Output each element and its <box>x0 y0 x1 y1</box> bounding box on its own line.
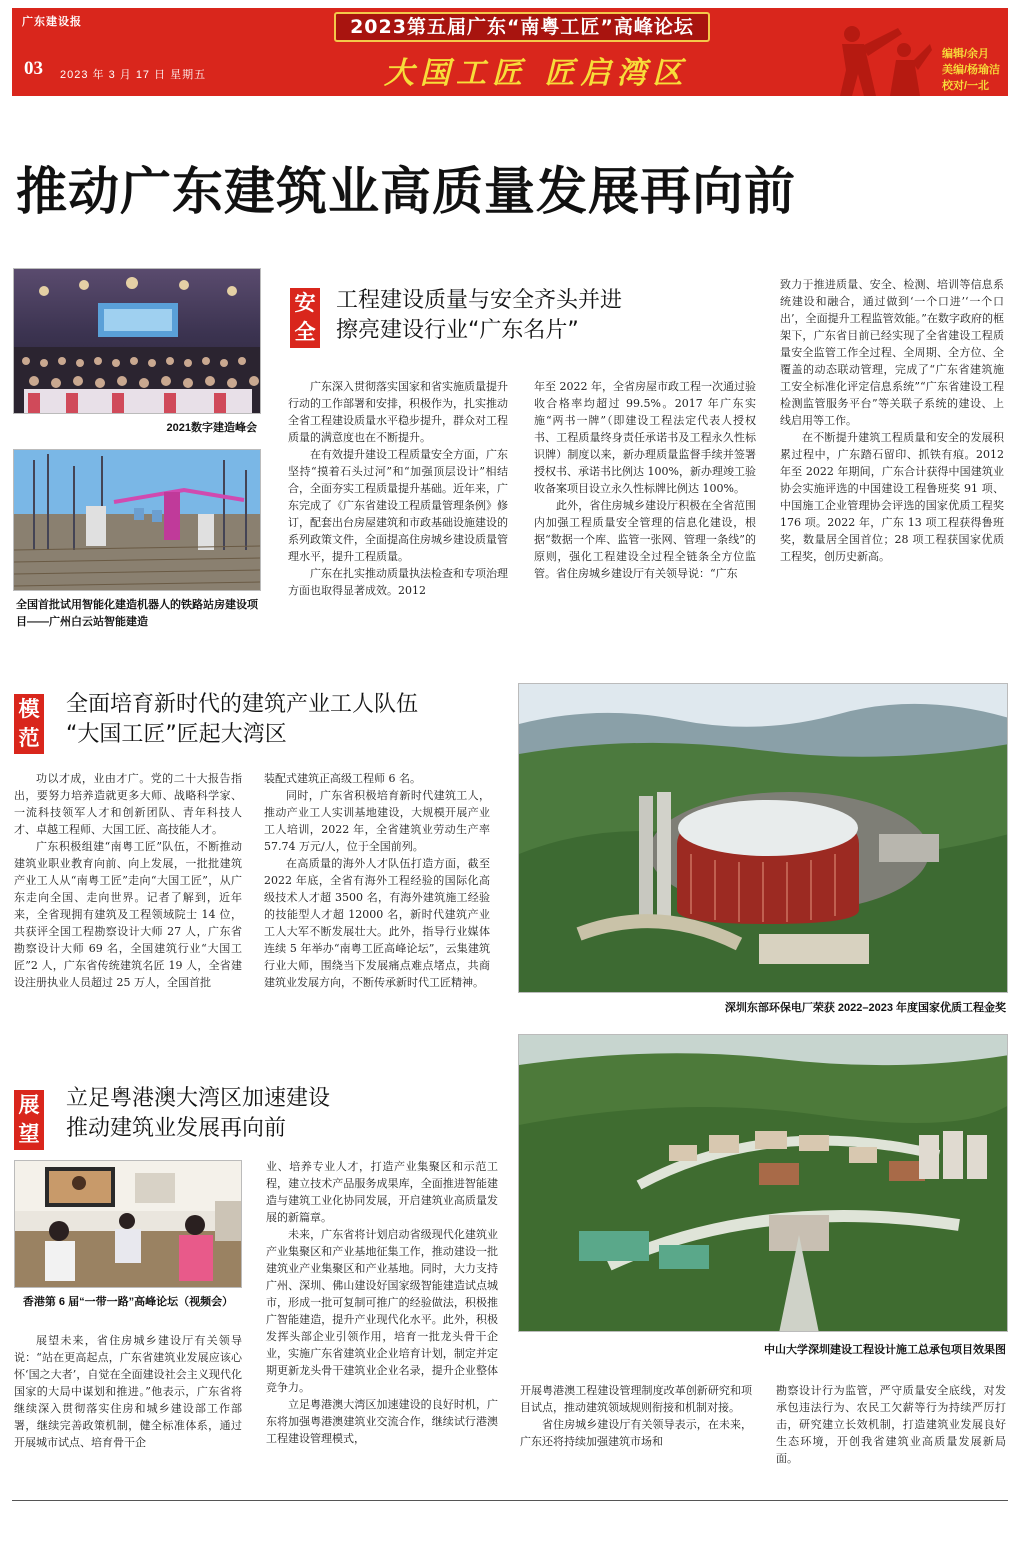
forum-caption: 香港第 6 届“一带一路”高峰论坛（视频会） <box>22 1296 234 1308</box>
plant-caption: 深圳东部环保电厂荣获 2022–2023 年度国家优质工程金奖 <box>724 1002 1006 1014</box>
paragraph: 未来，广东省将计划启动省级现代化建筑业产业集聚区和产业基地征集工作，推动建设一批建筑业产业集聚区和产业基地。同时，大力支持广州、深圳、佛山建设好国家级智能建造试点城市，形成一批可复制可推广的经验做法，积极推广智能建造，提升产业现代化水平。此外，积极发挥头部企业引领作用，培育一批龙头骨干企业，实施广东省建筑业企业培育计划，制定并定期更新龙头骨干建筑业企业名录，提升企业整体竞争力。 <box>266 1228 498 1394</box>
summit-photo <box>13 268 261 414</box>
section3-title-line1: 立足粤港澳大湾区加速建设 <box>66 1086 331 1111</box>
section2-column-1 <box>14 770 242 1016</box>
forum-title: 2023第五届广东“南粤工匠”高峰论坛 <box>334 12 710 42</box>
section3-column-3 <box>520 1382 752 1474</box>
section-tag-outlook: 展望 <box>14 1090 44 1150</box>
paragraph: 同时，广东省积极培育新时代建筑工人，推动产业工人实训基地建设，大规模开展产业工人培训，2022 年，全省建筑业劳动生产率 57.74 万元/人，位于全国前列。 <box>264 789 490 853</box>
paragraph: 广东深入贯彻落实国家和省实施质量提升行动的工作部署和安排，积极作为，扎实推动全省工程建设质量水平稳步提升，群众对工程质量的满意度也在不断提升。 <box>288 380 508 444</box>
section-tag-model: 模范 <box>14 694 44 754</box>
paragraph: 勘察设计行为监管，严守质量安全底线，对发承包违法行为、农民工欠薪等行为持续严厉打击，研究建立长效机制，打造建筑业发展良好生态环境，开创我省建筑业高质量发展新局面。 <box>776 1384 1006 1465</box>
campus-caption: 中山大学深圳建设工程设计施工总承包项目效果图 <box>764 1344 1006 1356</box>
paragraph: 装配式建筑正高级工程师 6 名。 <box>264 772 421 785</box>
section3-column-4 <box>776 1382 1006 1474</box>
section3-column-2 <box>266 1158 498 1472</box>
section1-column-2 <box>534 378 756 624</box>
section3-title-line2: 推动建筑业发展再向前 <box>66 1116 287 1141</box>
editor-credits <box>942 46 1000 94</box>
paragraph: 功以才成，业由才广。党的二十大报告指出，要努力培养造就更多大师、战略科学家、一流科技领军人才和创新团队、青年科技人才、卓越工程师、大国工匠、高技能人才。 <box>14 772 242 836</box>
credit-proofreader: 校对/一北 <box>942 80 990 92</box>
forum-video-photo <box>14 1160 242 1288</box>
section3-column-1 <box>14 1332 242 1468</box>
section2-title-line1: 全面培育新时代的建筑产业工人队伍 <box>66 692 419 717</box>
paragraph: 展望未来，省住房城乡建设厅有关领导说：“站在更高起点，广东省建筑业发展应该心怀‘国之大者’，自觉在全面建设社会主义现代化国家的大局中谋划和推进。”他表示，广东省将继续深入贯彻落实住房和城乡建设部工作部署，继续完善政策机制，健全标准体系，通过开展城市试点、培育骨干企 <box>14 1334 242 1449</box>
campus-rendering-photo <box>518 1034 1008 1332</box>
paragraph: 广东积极组建“南粤工匠”队伍，不断推动建筑业职业教育向前、向上发展，一批批建筑产业工人从“南粤工匠”走向“大国工匠”，从广东走向全国、走向世界。记者了解到，近年来，全省现拥有建筑及工程领域院士 14 位，共获评全国工程勘察设计大师 27 人，广东省勘察设计大师 69 名，全国建筑行业“大国工匠”2 人，广东省传统建筑名匠 19 人，全省建设注册执业人员超过 25 万人，全国首批 <box>14 840 242 989</box>
paragraph: 此外，省住房城乡建设厅积极在全省范围内加强工程质量安全管理的信息化建设，根据“数据一个库、监管一张网、管理一条线”的原则，强化工程建设全过程全链条全方位监管。省住房城乡建设厅有关领导说：“广东 <box>534 499 756 580</box>
bottom-divider <box>12 1500 1008 1501</box>
worker-silhouette-icon <box>812 20 932 96</box>
section-tag-safety: 安全 <box>290 288 320 348</box>
issue-date: 2023 年 3 月 17 日 星期五 <box>60 69 207 81</box>
power-plant-photo <box>518 683 1008 993</box>
summit-caption: 2021数字建造峰会 <box>166 422 257 434</box>
section1-title-line1: 工程建设质量与安全齐头并进 <box>336 288 623 313</box>
construction-robot-photo <box>13 449 261 591</box>
page-headline: 推动广东建筑业高质量发展再向前 <box>16 162 797 222</box>
section1-column-1 <box>288 378 508 624</box>
paragraph: 广东在扎实推动质量执法检查和专项治理方面也取得显著成效。2012 <box>288 567 508 597</box>
paragraph: 开展粤港澳工程建设管理制度改革创新研究和项目试点，推动建筑领域规则衔接和机制对接。 <box>520 1384 752 1414</box>
credit-designer: 美编/杨瑜洁 <box>942 64 1001 76</box>
paragraph: 年至 2022 年，全省房屋市政工程一次通过验收合格率均超过 99.5%。2017 年广东实施“两书一牌”（即建设工程法定代表人授权书、工程质量终身责任承诺书及工程永久性标识牌）制度以来，新办理质量监督手续并签署授权书、承诺书比例达 100%，新办理竣工验收备案项目设立永久性标牌比例达 100%。 <box>534 380 756 495</box>
slogan-calligraphy: 大国工匠 匠启湾区 <box>384 56 689 91</box>
section1-title-line2: 擦亮建设行业“广东名片” <box>336 318 579 343</box>
section2-title-line2: “大国工匠”匠起大湾区 <box>66 722 287 747</box>
robot-caption: 全国首批试用智能化建造机器人的铁路站房建设项目——广州白云站智能建造 <box>16 599 258 628</box>
paragraph: 业、培养专业人才，打造产业集聚区和示范工程，建立技术产品服务成果库，全面推进智能建造与建筑工业化协同发展，开启建筑业高质量发展的新篇章。 <box>266 1160 498 1224</box>
paragraph: 立足粤港澳大湾区加速建设的良好时机，广东将加强粤港澳建筑业交流合作，继续试行港澳工程建设管理模式， <box>266 1398 498 1445</box>
paragraph: 在有效提升建设工程质量安全方面，广东坚持“摸着石头过河”和“加强顶层设计”相结合，全面夯实工程质量提升基础。近年来，广东完成了《广东省建设工程质量管理条例》修订，配套出台房屋建筑和市政基础设施建设的系列政策文件，全面提高住房城乡建设质量管理水平，提升工程质量。 <box>288 448 508 563</box>
paragraph: 致力于推进质量、安全、检测、培训等信息系统建设和融合，通过做到‘一个口进’‘一个口出’，全面提升工程监管效能。”在数字政府的框架下，广东省目前已经实现了全省建设工程质量安全监管工作全过程、全周期、全方位、全覆盖的动态联动管理，完成了“广东省建筑施工安全标准化评定信息系统”“广东省建设工程检测监管服务平台”等关联子系统的建设、上线启用等工作。 <box>780 278 1004 427</box>
paper-name: 广东建设报 <box>22 16 82 28</box>
paragraph: 在高质量的海外人才队伍打造方面，截至 2022 年底，全省有海外工程经验的国际化高级技术人才超 3500 名，有海外建筑施工经验的技能型人才超 12000 名，新时代建筑产业工人大军不断发展壮大。此外，指导行业媒体连续 5 年举办“南粤工匠高峰论坛”，云集建筑行业大师，围绕当下发展痛点难点堵点，共商建筑业发展方向，不断传承新时代工匠精神。 <box>264 857 490 989</box>
paragraph: 省住房城乡建设厅有关领导表示，在未来，广东还将持续加强建筑市场和 <box>520 1418 752 1448</box>
page-number: 03 <box>24 58 43 79</box>
paragraph: 在不断提升建筑工程质量和安全的发展积累过程中，广东踏石留印、抓铁有痕。2012 年至 2022 年期间，广东合计获得中国建筑业协会实施评选的中国建设工程鲁班奖 91 项、中国施工企业管理协会评选的国家优质工程奖 176 项。2022 年，广东 13 项工程获得鲁班奖，数量居全国首位；28 项工程获国家优质工程奖，创历史新高。 <box>780 431 1004 563</box>
section2-column-2 <box>264 770 490 1016</box>
credit-editor: 编辑/余月 <box>942 48 990 60</box>
section1-column-3 <box>780 276 1004 624</box>
masthead-banner <box>12 8 1008 96</box>
